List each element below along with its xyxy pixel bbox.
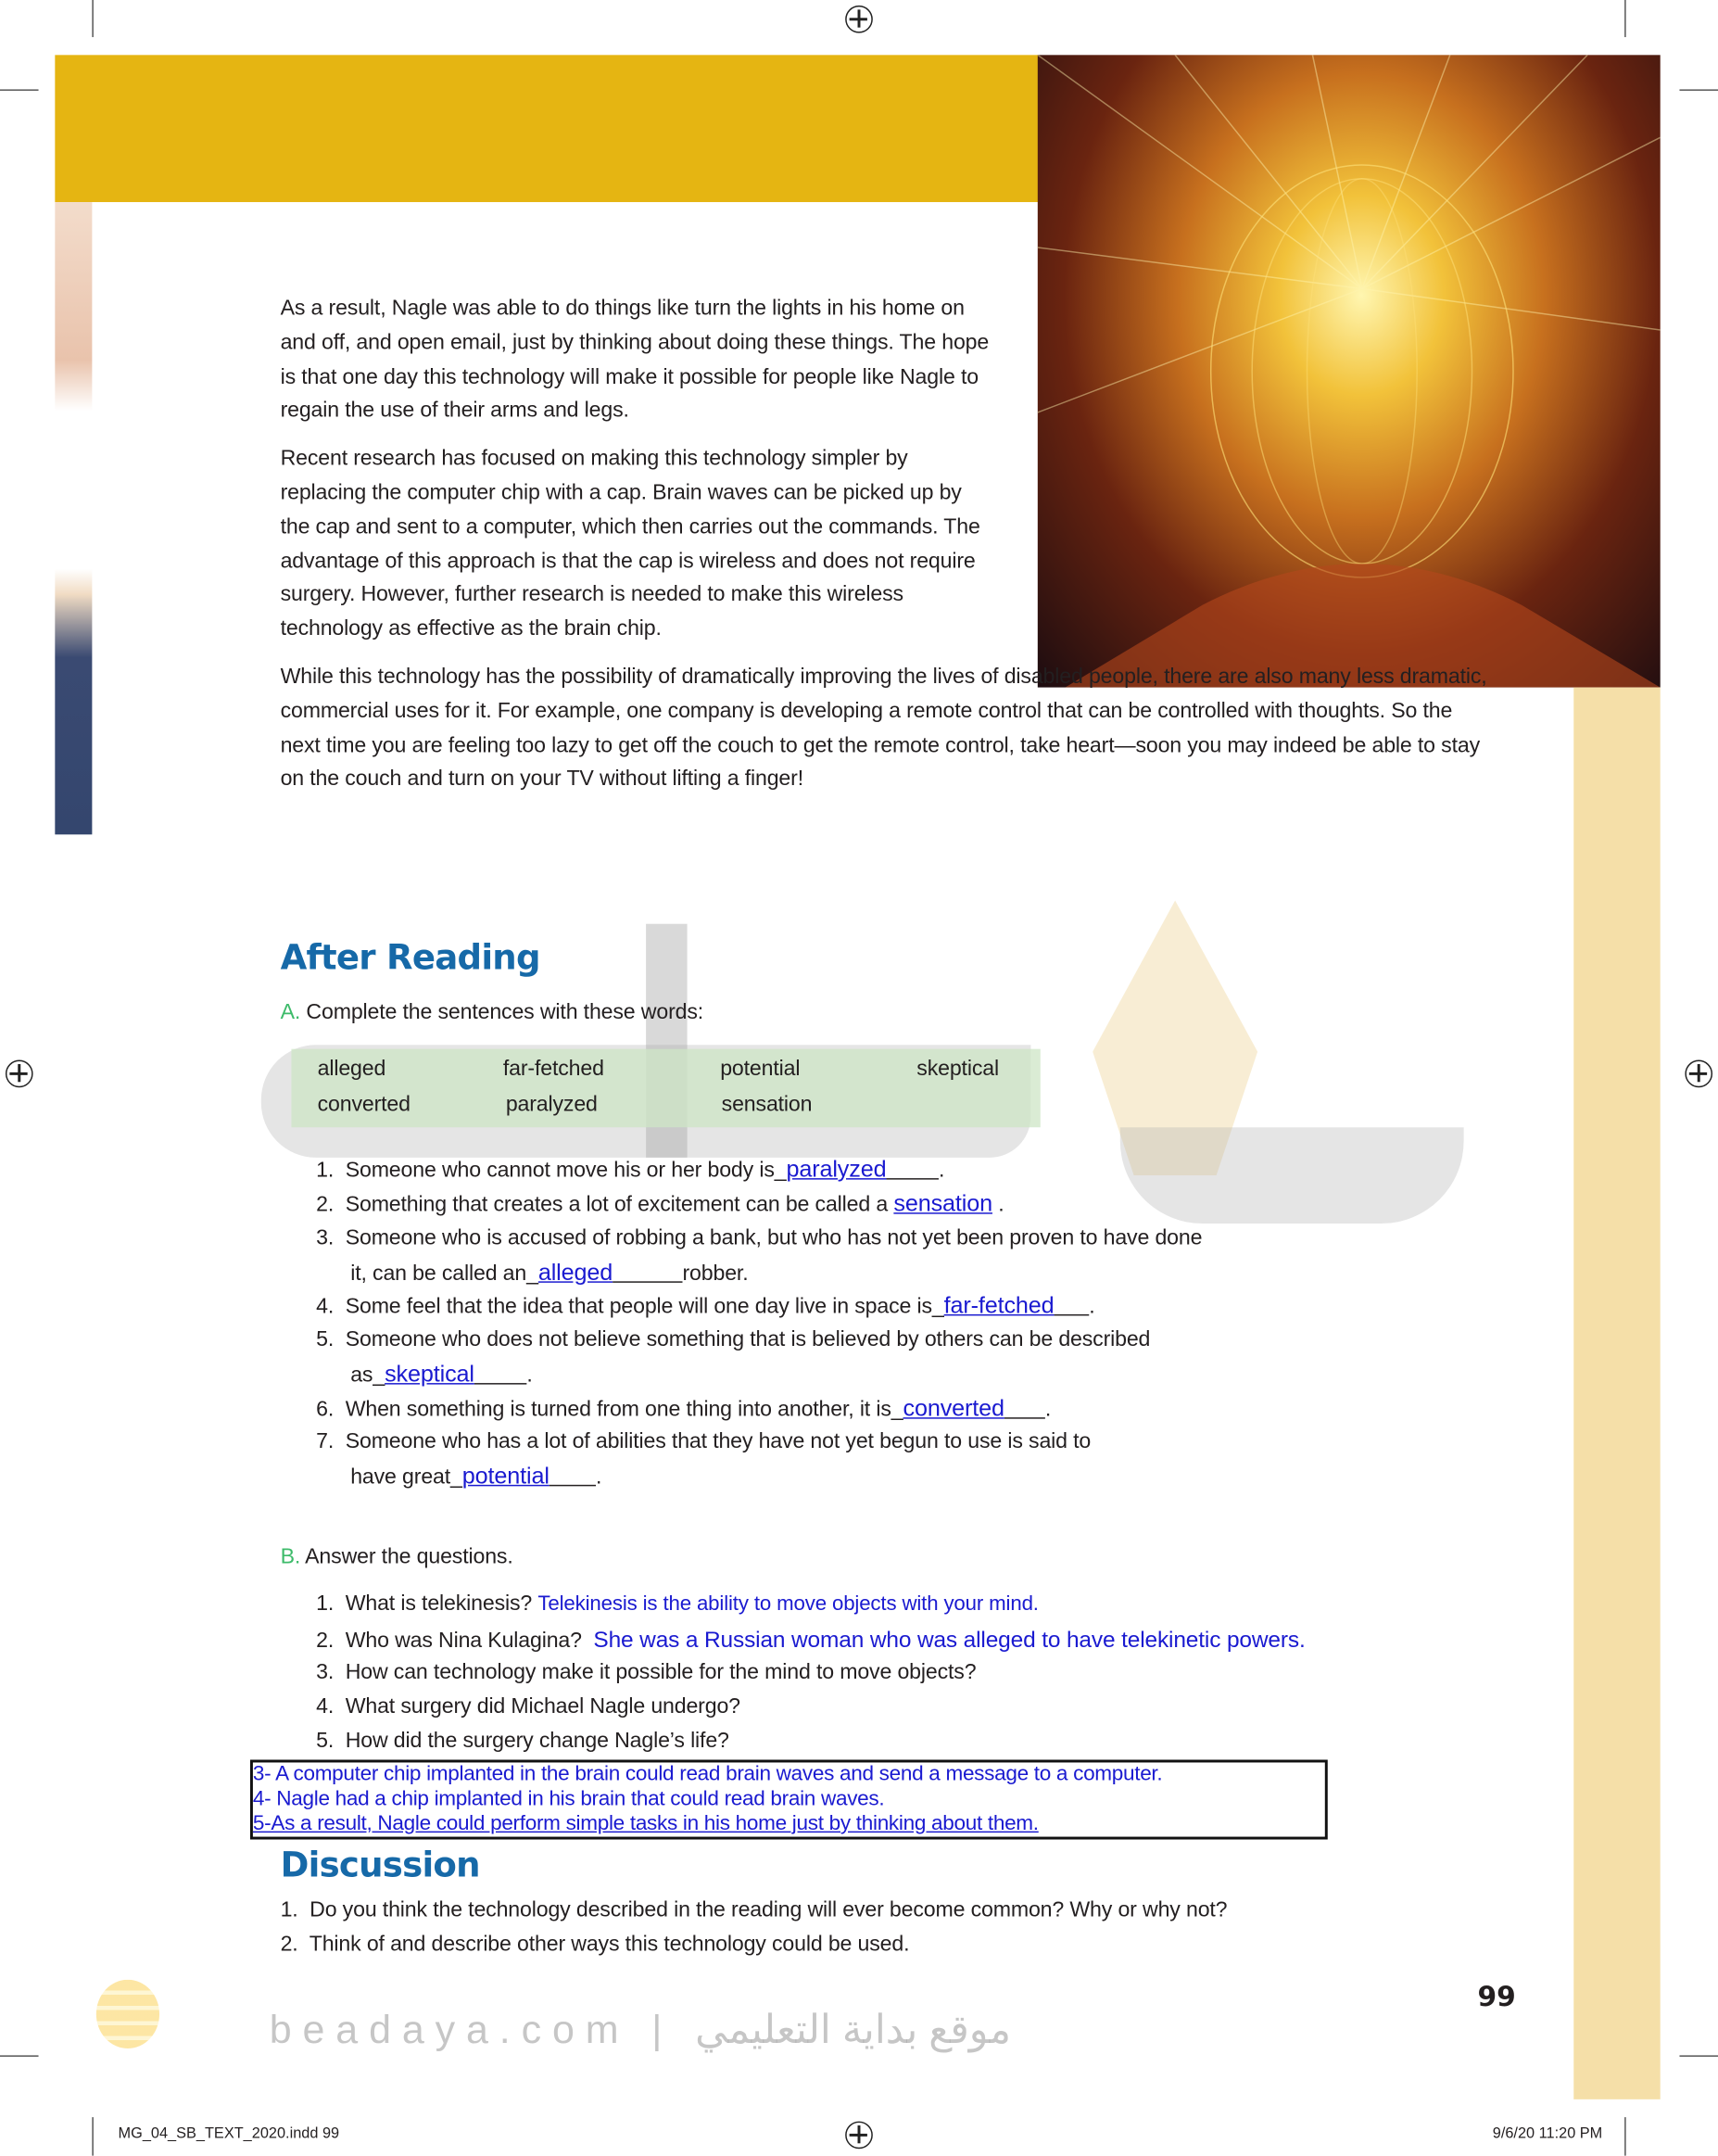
question: 4. What surgery did Michael Nagle undergo? bbox=[316, 1694, 740, 1718]
instruction-a bbox=[281, 996, 703, 1031]
crop-mark bbox=[0, 89, 39, 90]
word: sensation bbox=[721, 1093, 813, 1117]
instruction-b bbox=[281, 1541, 513, 1576]
word: converted bbox=[317, 1093, 411, 1117]
question: 1. What is telekinesis? Telekinesis is the ability to move objects with your mind. bbox=[316, 1592, 1039, 1616]
header-band bbox=[55, 55, 1039, 202]
instruction-text: Complete the sentences with these words: bbox=[306, 1000, 704, 1024]
word: alleged bbox=[317, 1057, 386, 1081]
answer-line: 3- A computer chip implanted in the brain could read brain waves and send a message to a computer. bbox=[252, 1762, 1163, 1786]
sentence-continued: it, can be called an_alleged robber. bbox=[350, 1259, 749, 1286]
registration-mark-icon bbox=[845, 2122, 873, 2150]
crop-mark bbox=[92, 0, 93, 37]
footer-file: MG_04_SB_TEXT_2020.indd 99 bbox=[118, 2125, 340, 2142]
discussion-item: 1. Do you think the technology described in the reading will ever become common? Why or why not? bbox=[280, 1898, 1228, 1922]
sentence: 2. Something that creates a lot of excitement can be called a sensation . bbox=[316, 1190, 1004, 1217]
sentence: 4. Some feel that the idea that people will one day live in space is_far-fetched . bbox=[316, 1292, 1095, 1319]
watermark-text: beadaya.com | موقع بداية التعليمي bbox=[269, 2008, 1012, 2053]
answer: alleged bbox=[537, 1259, 613, 1286]
question: 3. How can technology make it possible for the mind to move objects? bbox=[316, 1660, 977, 1684]
paragraph: While this technology has the possibility of dramatically improving the lives of disabled people, there are also many less dramatic, commercial uses for it. For example, one company is developing a remote control that can be controlled with thoughts. So the next time you are feeling too lazy to get off the couch to get the remote control, take heart—soon you may indeed be able to stay on the couch and turn on your TV without lifting a finger! bbox=[280, 665, 1487, 792]
crop-mark bbox=[1679, 89, 1718, 90]
answer: far-fetched bbox=[943, 1292, 1055, 1319]
footer-date: 9/6/20 11:20 PM bbox=[1492, 2125, 1603, 2142]
question: 5. How did the surgery change Nagle’s life? bbox=[316, 1729, 729, 1754]
word: potential bbox=[720, 1057, 801, 1081]
section-heading: After Reading bbox=[280, 937, 540, 978]
label-a: A. bbox=[280, 1000, 301, 1024]
side-strip bbox=[1573, 688, 1660, 2099]
logo-icon bbox=[96, 1980, 159, 2048]
sentence: 1. Someone who cannot move his or her body is_paralyzed . bbox=[316, 1156, 945, 1183]
sentence: 5. Someone who does not believe something that is believed by others can be described bbox=[316, 1327, 1151, 1351]
crop-mark bbox=[1624, 2117, 1625, 2156]
answer-line: 4- Nagle had a chip implanted in his brain that could read brain waves. bbox=[252, 1787, 885, 1811]
word: skeptical bbox=[916, 1057, 999, 1081]
word: far-fetched bbox=[502, 1057, 604, 1081]
answer-box[interactable] bbox=[250, 1759, 1328, 1839]
sentence: 3. Someone who is accused of robbing a bank, but who has not yet been proven to have done bbox=[316, 1226, 1203, 1250]
registration-mark-icon bbox=[6, 1060, 33, 1088]
crop-mark bbox=[1624, 0, 1625, 37]
registration-mark-icon bbox=[845, 6, 873, 33]
question: 2. Who was Nina Kulagina? She was a Russian woman who was alleged to have telekinetic powers. bbox=[316, 1628, 1306, 1653]
reading-text bbox=[281, 293, 1497, 811]
crop-mark bbox=[92, 2117, 93, 2156]
registration-mark-icon bbox=[1685, 1060, 1712, 1088]
sentence-continued: have great_potential . bbox=[350, 1463, 602, 1490]
answer: paralyzed bbox=[786, 1156, 887, 1183]
answer: sensation bbox=[893, 1190, 992, 1217]
discussion-item: 2. Think of and describe other ways this technology could be used. bbox=[280, 1933, 910, 1957]
word: paralyzed bbox=[505, 1093, 598, 1117]
answer: potential bbox=[461, 1463, 550, 1490]
paragraph: Recent research has focused on making this technology simpler by replacing the computer chip with a cap. Brain waves can be picked up by the cap and sent to a computer, which then carries out the commands. The advantage of this approach is that the cap is wireless and does not require surgery. However, further research is needed to make this wireless technology as effective as the brain chip. bbox=[280, 447, 980, 641]
paragraph: As a result, Nagle was able to do things like turn the lights in his home on and off, and open email, just by thinking about doing these things. The hope is that one day this technology will make it possible for people like Nagle to regain the use of their arms and legs. bbox=[280, 297, 990, 423]
sentence-continued: as_skeptical . bbox=[350, 1361, 533, 1388]
side-photo bbox=[55, 202, 92, 834]
sentence: 7. Someone who has a lot of abilities that they have not yet begun to use is said to bbox=[316, 1429, 1092, 1453]
answer: converted bbox=[903, 1395, 1004, 1422]
watermark-shape bbox=[1120, 1127, 1464, 1224]
answer: She was a Russian woman who was alleged to have telekinetic powers. bbox=[593, 1628, 1306, 1653]
answer-line: 5-As a result, Nagle could perform simple tasks in his home just by thinking about them. bbox=[252, 1811, 1039, 1836]
label-b: B. bbox=[280, 1545, 301, 1569]
answer: skeptical bbox=[385, 1361, 474, 1388]
sentence: 6. When something is turned from one thing into another, it is_converted . bbox=[316, 1395, 1052, 1422]
section-heading: Discussion bbox=[280, 1845, 480, 1885]
crop-mark bbox=[1679, 2055, 1718, 2056]
crop-mark bbox=[0, 2055, 39, 2056]
instruction-text: Answer the questions. bbox=[305, 1545, 513, 1569]
page-number: 99 bbox=[1477, 1979, 1516, 2013]
answer: Telekinesis is the ability to move objects with your mind. bbox=[537, 1592, 1039, 1616]
